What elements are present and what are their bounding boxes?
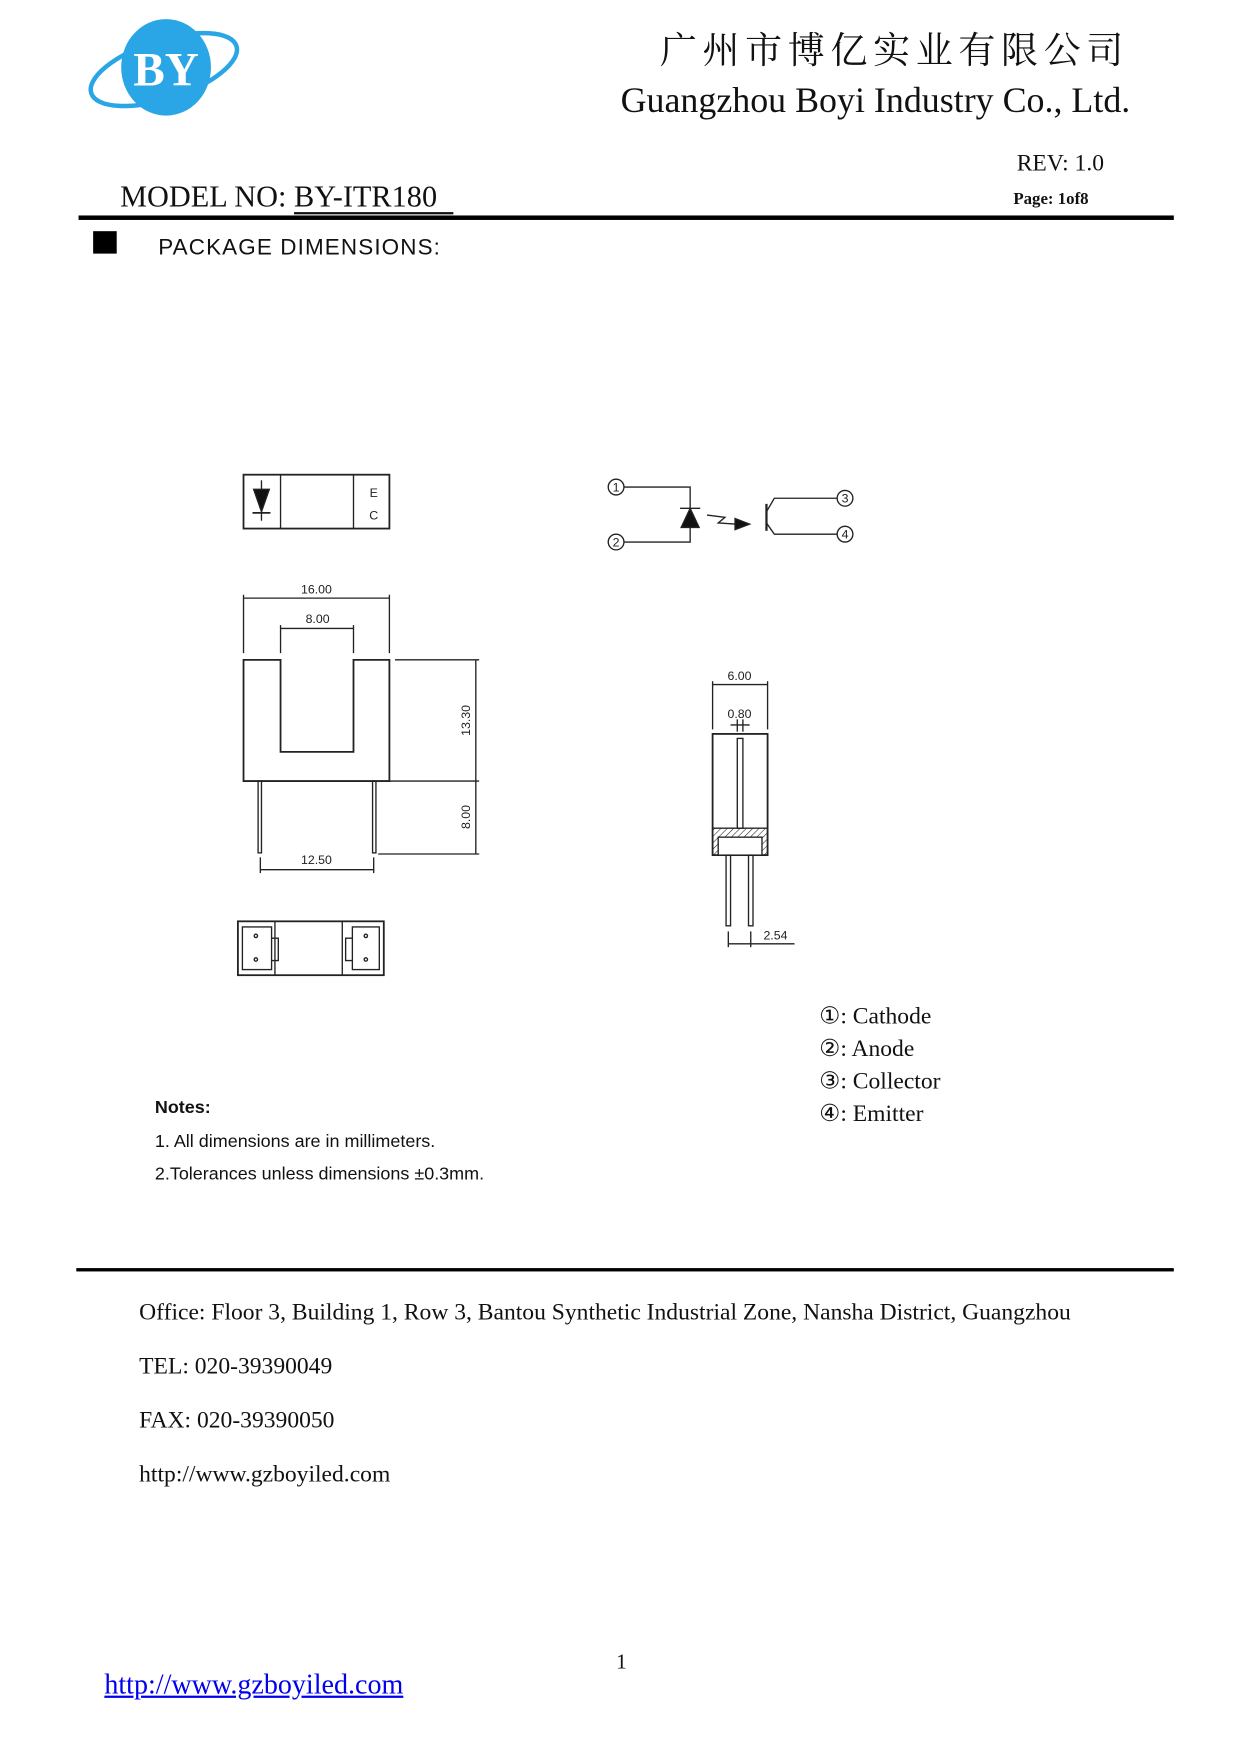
dim-0-80: 0.80 — [727, 707, 752, 722]
notes-title: Notes: — [154, 1098, 211, 1118]
dim-8-slot: 8.00 — [305, 611, 330, 626]
logo-text: BY — [133, 44, 199, 97]
pin-2-number: 2 — [612, 535, 620, 550]
led-icon — [681, 508, 699, 527]
website-text: http://www.gzboyiled.com — [139, 1459, 391, 1487]
note-1: 1. All dimensions are in millimeters. — [154, 1132, 436, 1152]
page-indicator: Page: 1of8 — [1013, 190, 1089, 209]
bottom-view — [238, 921, 384, 975]
light-arrow-icon — [707, 515, 735, 524]
website-link[interactable]: http://www.gzboyiled.com — [104, 1669, 404, 1701]
pin-1-number: 1 — [612, 480, 620, 495]
company-name-en: Guangzhou Boyi Industry Co., Ltd. — [620, 79, 1131, 121]
revision: REV: 1.0 — [1016, 149, 1104, 177]
pin-3 — [819, 1069, 940, 1093]
model-label: MODEL NO: — [120, 179, 295, 214]
circuit-schematic — [608, 479, 853, 550]
page-number: 1 — [616, 1650, 627, 1675]
pin-1 — [819, 1004, 931, 1028]
pin-1-name: : Cathode — [840, 1002, 932, 1030]
pin-4 — [819, 1099, 924, 1127]
pin-2-num: ② — [819, 1034, 841, 1062]
dim-6: 6.00 — [727, 669, 752, 684]
footer-divider — [76, 1268, 1174, 1271]
pin-3-name: : Collector — [840, 1067, 941, 1095]
model-value: BY-ITR180 — [294, 182, 453, 215]
section-title: PACKAGE DIMENSIONS: — [158, 235, 442, 261]
pin-2-name: : Anode — [840, 1034, 915, 1062]
dim-8-lead: 8.00 — [459, 804, 474, 829]
pin-4-name: : Emitter — [840, 1099, 924, 1127]
front-view — [244, 595, 480, 873]
fax: FAX: 020-39390050 — [139, 1406, 335, 1434]
end-view — [713, 681, 795, 947]
diode-marking-icon — [252, 480, 270, 520]
pin-4-number: 4 — [841, 527, 849, 542]
pin-3-num: ③ — [819, 1067, 841, 1095]
note-2: 2.Tolerances unless dimensions ±0.3mm. — [154, 1164, 485, 1184]
pin-1-num: ① — [819, 1002, 841, 1030]
pin-4-num: ④ — [819, 1099, 841, 1127]
dim-13-30: 13.30 — [459, 705, 474, 736]
dim-2-54: 2.54 — [763, 928, 788, 943]
label-e: E — [369, 486, 378, 501]
pin-3-number: 3 — [841, 491, 849, 506]
top-view — [244, 475, 390, 529]
company-name-cn: 广州市博亿实业有限公司 — [659, 31, 1129, 72]
label-c: C — [369, 508, 379, 523]
pin-2 — [819, 1034, 915, 1062]
dim-16: 16.00 — [301, 582, 332, 597]
office-address: Office: Floor 3, Building 1, Row 3, Bantou Synthetic Industrial Zone, Nansha District, Guangzhou — [139, 1298, 1071, 1326]
telephone: TEL: 020-39390049 — [139, 1352, 333, 1380]
dim-12-50: 12.50 — [301, 853, 332, 868]
